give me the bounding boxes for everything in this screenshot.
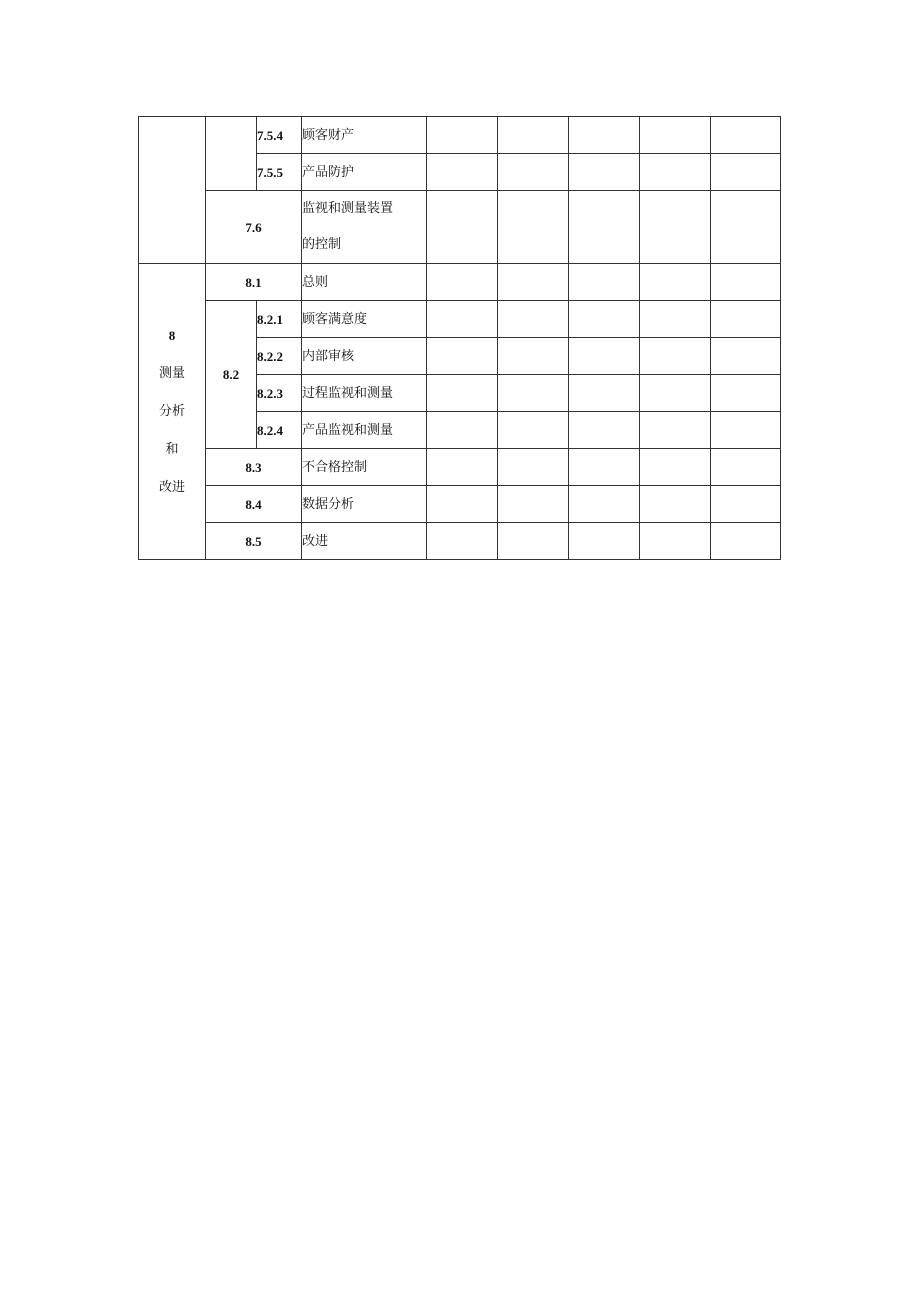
table-row-8-4	[139, 486, 781, 523]
matrix-cell	[427, 523, 498, 560]
matrix-cell	[427, 449, 498, 486]
clause-number: 8.2.4	[257, 412, 302, 449]
clause-name-line: 的控制	[302, 237, 342, 252]
table-row-8-2-1	[139, 301, 781, 338]
clause-name: 数据分析	[302, 486, 427, 523]
matrix-cell	[640, 523, 711, 560]
matrix-cell	[427, 117, 498, 154]
clause-name: 顾客财产	[302, 117, 427, 154]
matrix-cell	[427, 412, 498, 449]
matrix-cell	[569, 412, 640, 449]
matrix-cell	[640, 117, 711, 154]
clause-name: 改进	[302, 523, 427, 560]
matrix-cell	[427, 375, 498, 412]
clause-number: 7.5.5	[257, 154, 302, 191]
table-row-7-5-4	[139, 117, 781, 154]
chapter-title-line: 分析	[158, 403, 185, 419]
matrix-cell	[498, 375, 569, 412]
matrix-cell	[427, 191, 498, 264]
clause-number: 8.2.2	[257, 338, 302, 375]
matrix-cell	[640, 154, 711, 191]
matrix-cell	[569, 523, 640, 560]
table-row-8-1	[139, 264, 781, 301]
matrix-cell	[427, 154, 498, 191]
table-row-7-6	[139, 191, 781, 264]
clause-name-line: 监视和测量装置	[302, 201, 394, 216]
chapter-title-line: 改进	[158, 479, 185, 495]
matrix-cell	[498, 154, 569, 191]
matrix-cell	[711, 486, 781, 523]
chapter-7-cell	[139, 117, 206, 264]
matrix-cell	[711, 375, 781, 412]
matrix-cell	[427, 486, 498, 523]
chapter-title-line: 和	[165, 441, 179, 457]
matrix-cell	[711, 117, 781, 154]
matrix-cell	[711, 338, 781, 375]
clause-name: 产品监视和测量	[302, 412, 427, 449]
clause-number: 7.6	[206, 191, 302, 264]
matrix-cell	[640, 486, 711, 523]
matrix-cell	[711, 523, 781, 560]
matrix-cell	[711, 154, 781, 191]
matrix-cell	[498, 264, 569, 301]
matrix-cell	[711, 412, 781, 449]
clause-number: 8.2.1	[257, 301, 302, 338]
matrix-cell	[569, 117, 640, 154]
matrix-cell	[711, 449, 781, 486]
matrix-cell	[427, 338, 498, 375]
clause-number: 8.5	[206, 523, 302, 560]
matrix-cell	[569, 154, 640, 191]
matrix-cell	[569, 338, 640, 375]
matrix-cell	[569, 486, 640, 523]
matrix-cell	[427, 264, 498, 301]
table-row-8-3	[139, 449, 781, 486]
matrix-cell	[498, 412, 569, 449]
chapter-number: 8	[168, 327, 176, 343]
matrix-cell	[711, 264, 781, 301]
matrix-cell	[498, 338, 569, 375]
matrix-cell	[569, 375, 640, 412]
table-row-8-5	[139, 523, 781, 560]
clause-number: 8.2.3	[257, 375, 302, 412]
matrix-cell	[640, 338, 711, 375]
group-8-2-cell: 8.2	[206, 301, 257, 449]
clause-name: 过程监视和测量	[302, 375, 427, 412]
clause-number: 8.1	[206, 264, 302, 301]
group-7-5-cell	[206, 117, 257, 191]
matrix-cell	[569, 449, 640, 486]
matrix-cell	[640, 375, 711, 412]
clause-name	[302, 191, 427, 264]
matrix-cell	[498, 523, 569, 560]
matrix-cell	[498, 449, 569, 486]
matrix-cell	[498, 117, 569, 154]
matrix-cell	[640, 191, 711, 264]
matrix-cell	[569, 301, 640, 338]
matrix-cell	[569, 191, 640, 264]
clause-name: 不合格控制	[302, 449, 427, 486]
matrix-cell	[640, 412, 711, 449]
matrix-cell	[498, 486, 569, 523]
clause-number: 8.3	[206, 449, 302, 486]
clause-name: 产品防护	[302, 154, 427, 191]
matrix-cell	[640, 449, 711, 486]
matrix-cell	[498, 191, 569, 264]
matrix-cell	[711, 191, 781, 264]
chapter-8-cell	[139, 264, 206, 560]
clause-name: 顾客满意度	[302, 301, 427, 338]
clause-matrix-table	[138, 116, 781, 560]
matrix-cell	[640, 264, 711, 301]
matrix-cell	[427, 301, 498, 338]
clause-number: 8.4	[206, 486, 302, 523]
matrix-cell	[711, 301, 781, 338]
matrix-cell	[498, 301, 569, 338]
chapter-title-line: 测量	[158, 365, 185, 381]
clause-number: 7.5.4	[257, 117, 302, 154]
clause-name: 总则	[302, 264, 427, 301]
clause-name: 内部审核	[302, 338, 427, 375]
matrix-cell	[640, 301, 711, 338]
matrix-cell	[569, 264, 640, 301]
